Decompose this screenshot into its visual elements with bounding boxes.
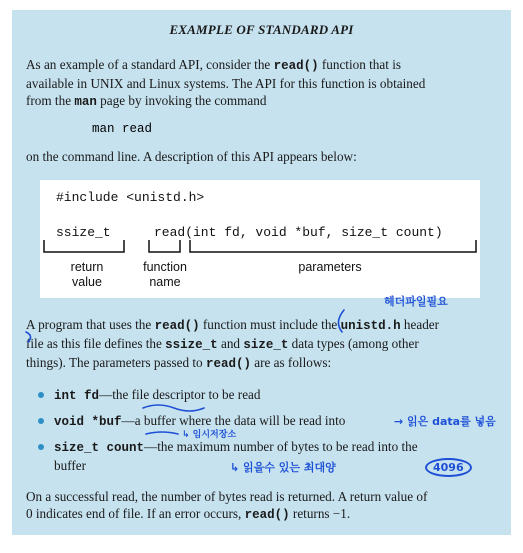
annotation-temp-storage: ↳ 임시저장소	[182, 430, 237, 440]
api-panel	[12, 10, 511, 535]
inline-code: man	[74, 95, 97, 109]
api-code-box	[40, 180, 480, 298]
man-command: man read	[92, 122, 153, 136]
bullet-item-count: size_t count—the maximum number of bytes to be read into the buffer	[54, 439, 418, 473]
closing-paragraph: On a successful read, the number of bytes read is returned. A return value of 0 indicates end of file. If an error occurs, read() returns −1.	[26, 489, 428, 522]
bullet-dot	[38, 418, 44, 424]
annotation-buffer-arrow: → 읽은 data를 넣음	[394, 415, 496, 428]
intro-text: As an example of a standard API, consider the	[26, 57, 274, 72]
annotation-circled-number: 4096	[425, 458, 472, 477]
bullet-dot	[38, 392, 44, 398]
intro-text: available in UNIX and Linux systems. The API for this function is obtained	[26, 76, 426, 91]
annotation-header-needed: 헤더파일필요	[384, 295, 448, 308]
body-paragraph: A program that uses the read() function must include the unistd.h header file as this file defines the ssize_t and size_t data types (among other things). The parameters passed to read() are as follows:	[26, 317, 440, 371]
parameters-label: parameters	[298, 260, 362, 274]
bullet-item-fd: int fd—the file descriptor to be read	[54, 387, 261, 403]
intro-text: function that is	[318, 57, 401, 72]
function-signature: read(int fd, void *buf, size_t count)	[154, 225, 443, 240]
bullet-dot	[38, 444, 44, 450]
inline-code: read()	[273, 59, 319, 73]
intro-text: from the	[26, 93, 75, 108]
annotation-max-amount: ↳ 읽을수 있는 최대양	[230, 461, 336, 474]
include-line: #include <unistd.h>	[56, 190, 205, 205]
after-command-text: on the command line. A description of this API appears below:	[26, 149, 357, 164]
panel-title: EXAMPLE OF STANDARD API	[169, 22, 354, 37]
return-type: ssize_t	[56, 225, 111, 240]
intro-paragraph	[26, 56, 502, 111]
function-name-label: function name	[143, 260, 187, 289]
return-value-label: return value	[70, 260, 104, 289]
bullet-item-buf: void *buf—a buffer where the data will be read into	[54, 413, 346, 429]
intro-text: page by invoking the command	[96, 93, 267, 108]
